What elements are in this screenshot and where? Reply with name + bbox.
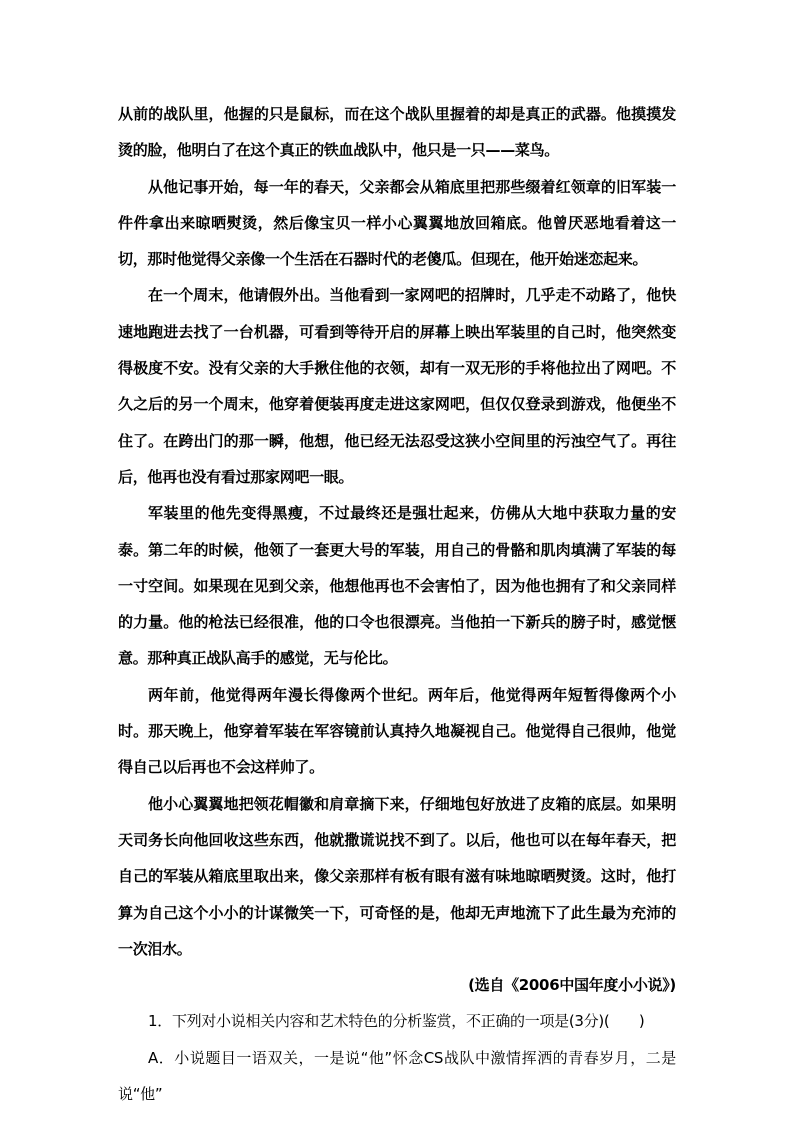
paragraph-2: 从他记事开始，每一年的春天，父亲都会从箱底里把那些缀着红领章的旧军装一件件拿出来晾晒熨烫，然后像宝贝一样小心翼翼地放回箱底。他曾厌恶地看着这一切，那时他觉得父亲像一个生活在石器时代的老傻瓜。但现在，他开始迷恋起来。: [118, 177, 676, 269]
paragraph-3: 在一个周末，他请假外出。当他看到一家网吧的招牌时，几乎走不动路了，他快速地跑进去找了一台机器，可看到等待开启的屏幕上映出军装里的自己时，他突然变得极度不安。没有父亲的大手揪住他的衣领，却有一双无形的手将他拉出了网吧。不久之后的另一个周末，他穿着便装再度走进这家网吧，但仅仅登录到游戏，他便坐不住了。在跨出门的那一瞬，他想，他已经无法忍受这狭小空间里的污浊空气了。再往后，他再也没有看过那家网吧一眼。: [118, 286, 676, 486]
option-a: A．小说题目一语双关，一是说“他”怀念CS战队中激情挥洒的青春岁月，二是说“他”: [118, 1048, 676, 1104]
paragraph-6: 他小心翼翼地把领花帽徽和肩章摘下来，仔细地包好放进了皮箱的底层。如果明天司务长向他回收这些东西，他就撒谎说找不到了。以后，他也可以在每年春天，把自己的军装从箱底里取出来，像父亲那样有板有眼有滋有味地晾晒熨烫。这时，他打算为自己这个小小的计谋微笑一下，可奇怪的是，他却无声地流下了此生最为充沛的一次泪水。: [118, 794, 676, 958]
story-text: [118, 96, 676, 1112]
paragraph-4: 军装里的他先变得黑瘦，不过最终还是强壮起来，仿佛从大地中获取力量的安泰。第二年的时候，他领了一套更大号的军装，用自己的骨骼和肌肉填满了军装的每一寸空间。如果现在见到父亲，他想他再也不会害怕了，因为他也拥有了和父亲同样的力量。他的枪法已经很准，他的口令也很漂亮。当他拍一下新兵的膀子时，感觉惬意。那种真正战队高手的感觉，无与伦比。: [118, 504, 676, 668]
question-1: 1．下列对小说相关内容和艺术特色的分析鉴赏，不正确的一项是(3分)( ): [148, 1012, 645, 1031]
paragraph-5: 两年前，他觉得两年漫长得像两个世纪。两年后，他觉得两年短暂得像两个小时。那天晚上，他穿着军装在军容镜前认真持久地凝视自己。他觉得自己很帅，他觉得自己以后再也不会这样帅了。: [118, 685, 676, 777]
source-citation: (选自《2006中国年度小小说》): [468, 976, 676, 995]
paragraph-1: 从前的战队里，他握的只是鼠标，而在这个战队里握着的却是真正的武器。他摸摸发烫的脸，他明白了在这个真正的铁血战队中，他只是一只——菜鸟。: [118, 105, 676, 160]
